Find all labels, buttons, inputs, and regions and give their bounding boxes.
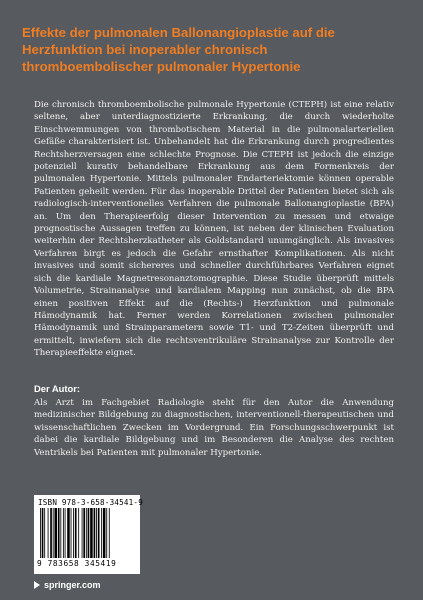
barcode-bar	[109, 508, 110, 558]
barcode-bar	[71, 508, 72, 558]
publisher-link[interactable]	[34, 580, 101, 590]
barcode-icon	[40, 508, 134, 558]
barcode-bar	[96, 508, 97, 558]
barcode-bar	[83, 508, 85, 558]
barcode-bar	[48, 508, 49, 558]
barcode-bar	[90, 508, 93, 558]
barcode-bar	[54, 508, 57, 558]
author-description: Als Arzt im Fachgebiet Radiologie steht für den Autor die Anwendung medizinischer Bildgebung zu diagnostischen, interventionell-therapeutischen und wissenschaftlichen Zwecken im Vordergrund. Ein Forschungsschwerpunkt ist dabei die kardiale Bildgebung und im Besonderen die Analyse des rechten Ventrikels bei Patienten mit pulmonaler Hypertonie.	[34, 398, 394, 458]
barcode-bar	[40, 508, 41, 558]
barcode-bar	[82, 508, 83, 558]
barcode-bar	[98, 508, 100, 558]
barcode-bar	[101, 508, 102, 558]
barcode-bar	[44, 508, 45, 558]
isbn-number: ISBN 978-3-658-34541-9	[38, 498, 143, 507]
barcode-bar	[65, 508, 66, 558]
book-description: Die chronisch thromboembolische pulmonale Hypertonie (CTEPH) ist eine relativ seltene, aber unterdiagnostizierte Erkrankung, die durch wiederholte Einschwemmungen von thrombotischem Material in die pulmonalarteriellen Gefäße charakterisiert ist. Unbehandelt hat die Erkrankung durch progredientes Rechtsherzversagen eine schlechte Prognose. Die CTEPH ist jedoch die einzige potenziell kurativ behandelbare Erkrankung aus dem Formenkreis der pulmonalen Hypertonie. Mittels pulmonaler Endarteriektomie können operable Patienten geheilt werden. Für das inoperable Drittel der Patienten bietet sich als radiologisch-interventionelles Verfahren die pulmonale Ballonangioplastie (BPA) an. Um den Therapieerfolg dieser Intervention zu messen und etwaige prognostische Aussagen treffen zu können, ist neben der klinischen Evaluation weiterhin der Rechtsherzkatheter als Goldstandard unumgänglich. Als invasives Verfahren birgt es jedoch die Gefahr ernsthafter Komplikationen. Als nicht invasives und somit sichereres und schneller durchführbares Verfahren eignet sich die kardiale Magnetresonanztomographie. Diese Studie überprüft mittels Volumetrie, Strainanalyse und kardialem Mapping nun zunächst, ob die BPA einen positiven Effekt auf die (Rechts-) Herzfunktion und pulmonale Hämodynamik hat. Ferner werden Korrelationen zwischen pulmonaler Hämodynamik und Strainparametern sowie T1- und T2-Zeiten überprüft und ermittelt, inwiefern sich die rechtsventrikuläre Strainanalyse zur Kontrolle der Therapieeffekte eignet.	[34, 100, 394, 359]
book-title: Effekte der pulmonalen Ballonangioplastie auf die Herzfunktion bei inoperabler chronisch thromboembolischer pulmonaler Hypertonie	[22, 25, 335, 74]
barcode-bar	[50, 508, 52, 558]
barcode-bar	[53, 508, 54, 558]
barcode-bar	[67, 508, 70, 558]
publisher-url: springer.com	[44, 580, 101, 590]
barcode-digits: 9 783658 345419	[37, 559, 117, 568]
isbn-barcode	[34, 495, 143, 574]
triangle-arrow-icon	[34, 581, 40, 589]
barcode-bar	[63, 508, 64, 558]
barcode-bar	[106, 508, 107, 558]
author-heading: Der Autor:	[34, 383, 81, 394]
barcode-bar	[94, 508, 96, 558]
barcode-bar	[88, 508, 90, 558]
barcode-bar	[58, 508, 60, 558]
barcode-bar	[103, 508, 106, 558]
barcode-bar	[75, 508, 77, 558]
barcode-bar	[60, 508, 61, 558]
barcode-bar	[86, 508, 87, 558]
barcode-bar	[42, 508, 44, 558]
barcode-bar	[73, 508, 74, 558]
barcode-bar	[78, 508, 79, 558]
